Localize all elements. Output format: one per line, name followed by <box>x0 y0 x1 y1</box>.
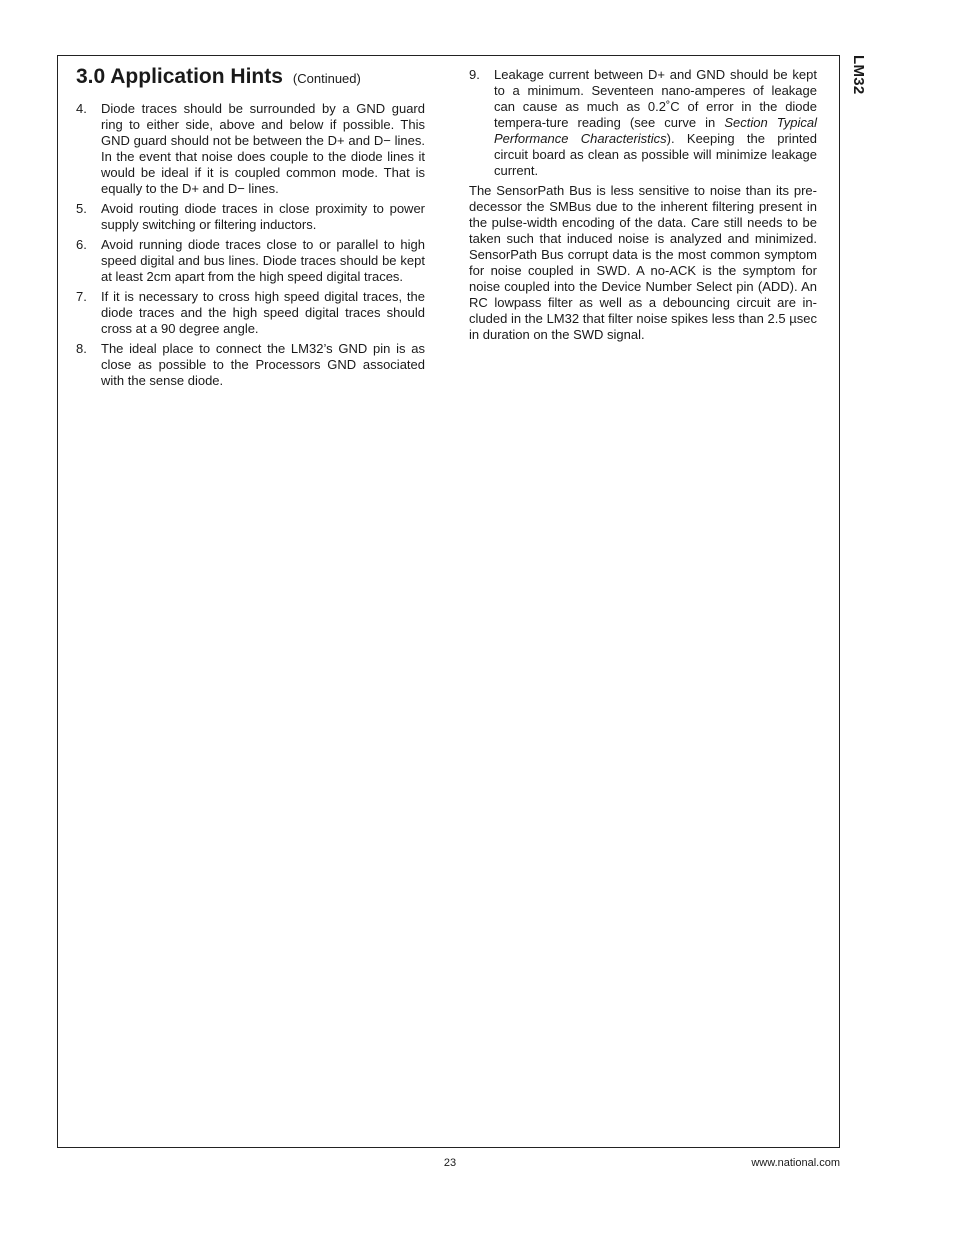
right-column <box>469 67 817 343</box>
section-heading <box>76 64 425 92</box>
page-number: 23 <box>443 1157 457 1169</box>
side-tab-label: LM32 <box>850 55 867 95</box>
list-item <box>76 201 425 233</box>
list-item <box>76 101 425 197</box>
side-tab <box>849 55 867 115</box>
list-item <box>76 289 425 337</box>
item-text: Diode traces should be surrounded by a GND guard ring to either side, above and below if possible. This GND guard should not be between the D+ and D− lines. In the event that noise does couple to the diode lines it would be ideal if it is coupled common mode. That is equally to the D+ and D− lines. <box>101 101 425 196</box>
item-text-italic: Section Typical Performance Characteristics <box>494 115 818 146</box>
item-number: 8. <box>76 341 87 356</box>
hints-list <box>76 101 425 389</box>
item-number: 6. <box>76 237 87 252</box>
item-text: The ideal place to connect the LM32’s GND pin is as close as possible to the Processors GND associated with the sense diode. <box>101 341 425 388</box>
item-text: Avoid running diode traces close to or parallel to high speed digital and bus lines. Diode traces should be kept at least 2cm apart from the high speed digital traces. <box>101 237 425 284</box>
section-continued: (Continued) <box>292 71 361 86</box>
item-text: Avoid routing diode traces in close proximity to power supply switching or filtering inductors. <box>101 201 425 232</box>
list-item <box>76 341 425 389</box>
list-item <box>76 237 425 285</box>
item-text: If it is necessary to cross high speed digital traces, the diode traces and the high speed digital traces should cross at a 90 degree angle. <box>101 289 425 336</box>
item-number: 7. <box>76 289 87 304</box>
item-text <box>494 67 817 179</box>
item-text-part: ). Keeping the printed circuit board as clean as possible will minimize leakage current. <box>494 131 817 178</box>
left-column <box>76 64 425 393</box>
list-item <box>469 67 817 179</box>
footer-website: www.national.com <box>751 1157 840 1169</box>
item-number: 5. <box>76 201 87 216</box>
item-text-part: Leakage current between D+ and GND should be kept to a minimum. Seventeen nano-amperes of leakage can cause as much as 0.2˚C of error in the diode tempera-ture reading (see curve in <box>494 67 817 130</box>
section-title: 3.0 Application Hints <box>76 65 283 88</box>
hints-list-continued <box>469 67 817 179</box>
body-paragraph: The SensorPath Bus is less sensitive to noise than its pre-decessor the SMBus due to the inherent filtering present in the pulse-width encoding of the data. Care still needs to be taken such that induced noise is analyzed and minimized. SensorPath Bus corrupt data is the most common symptom for noise coupled in SWD. A no-ACK is the symptom for noise coupled into the Device Number Select pin (ADD). An RC lowpass filter as well as a debouncing circuit are in-cluded in the LM32 that filter noise spikes less than 2.5 µsec in duration on the SWD signal. <box>469 183 817 342</box>
item-number: 9. <box>469 67 480 82</box>
item-number: 4. <box>76 101 87 116</box>
